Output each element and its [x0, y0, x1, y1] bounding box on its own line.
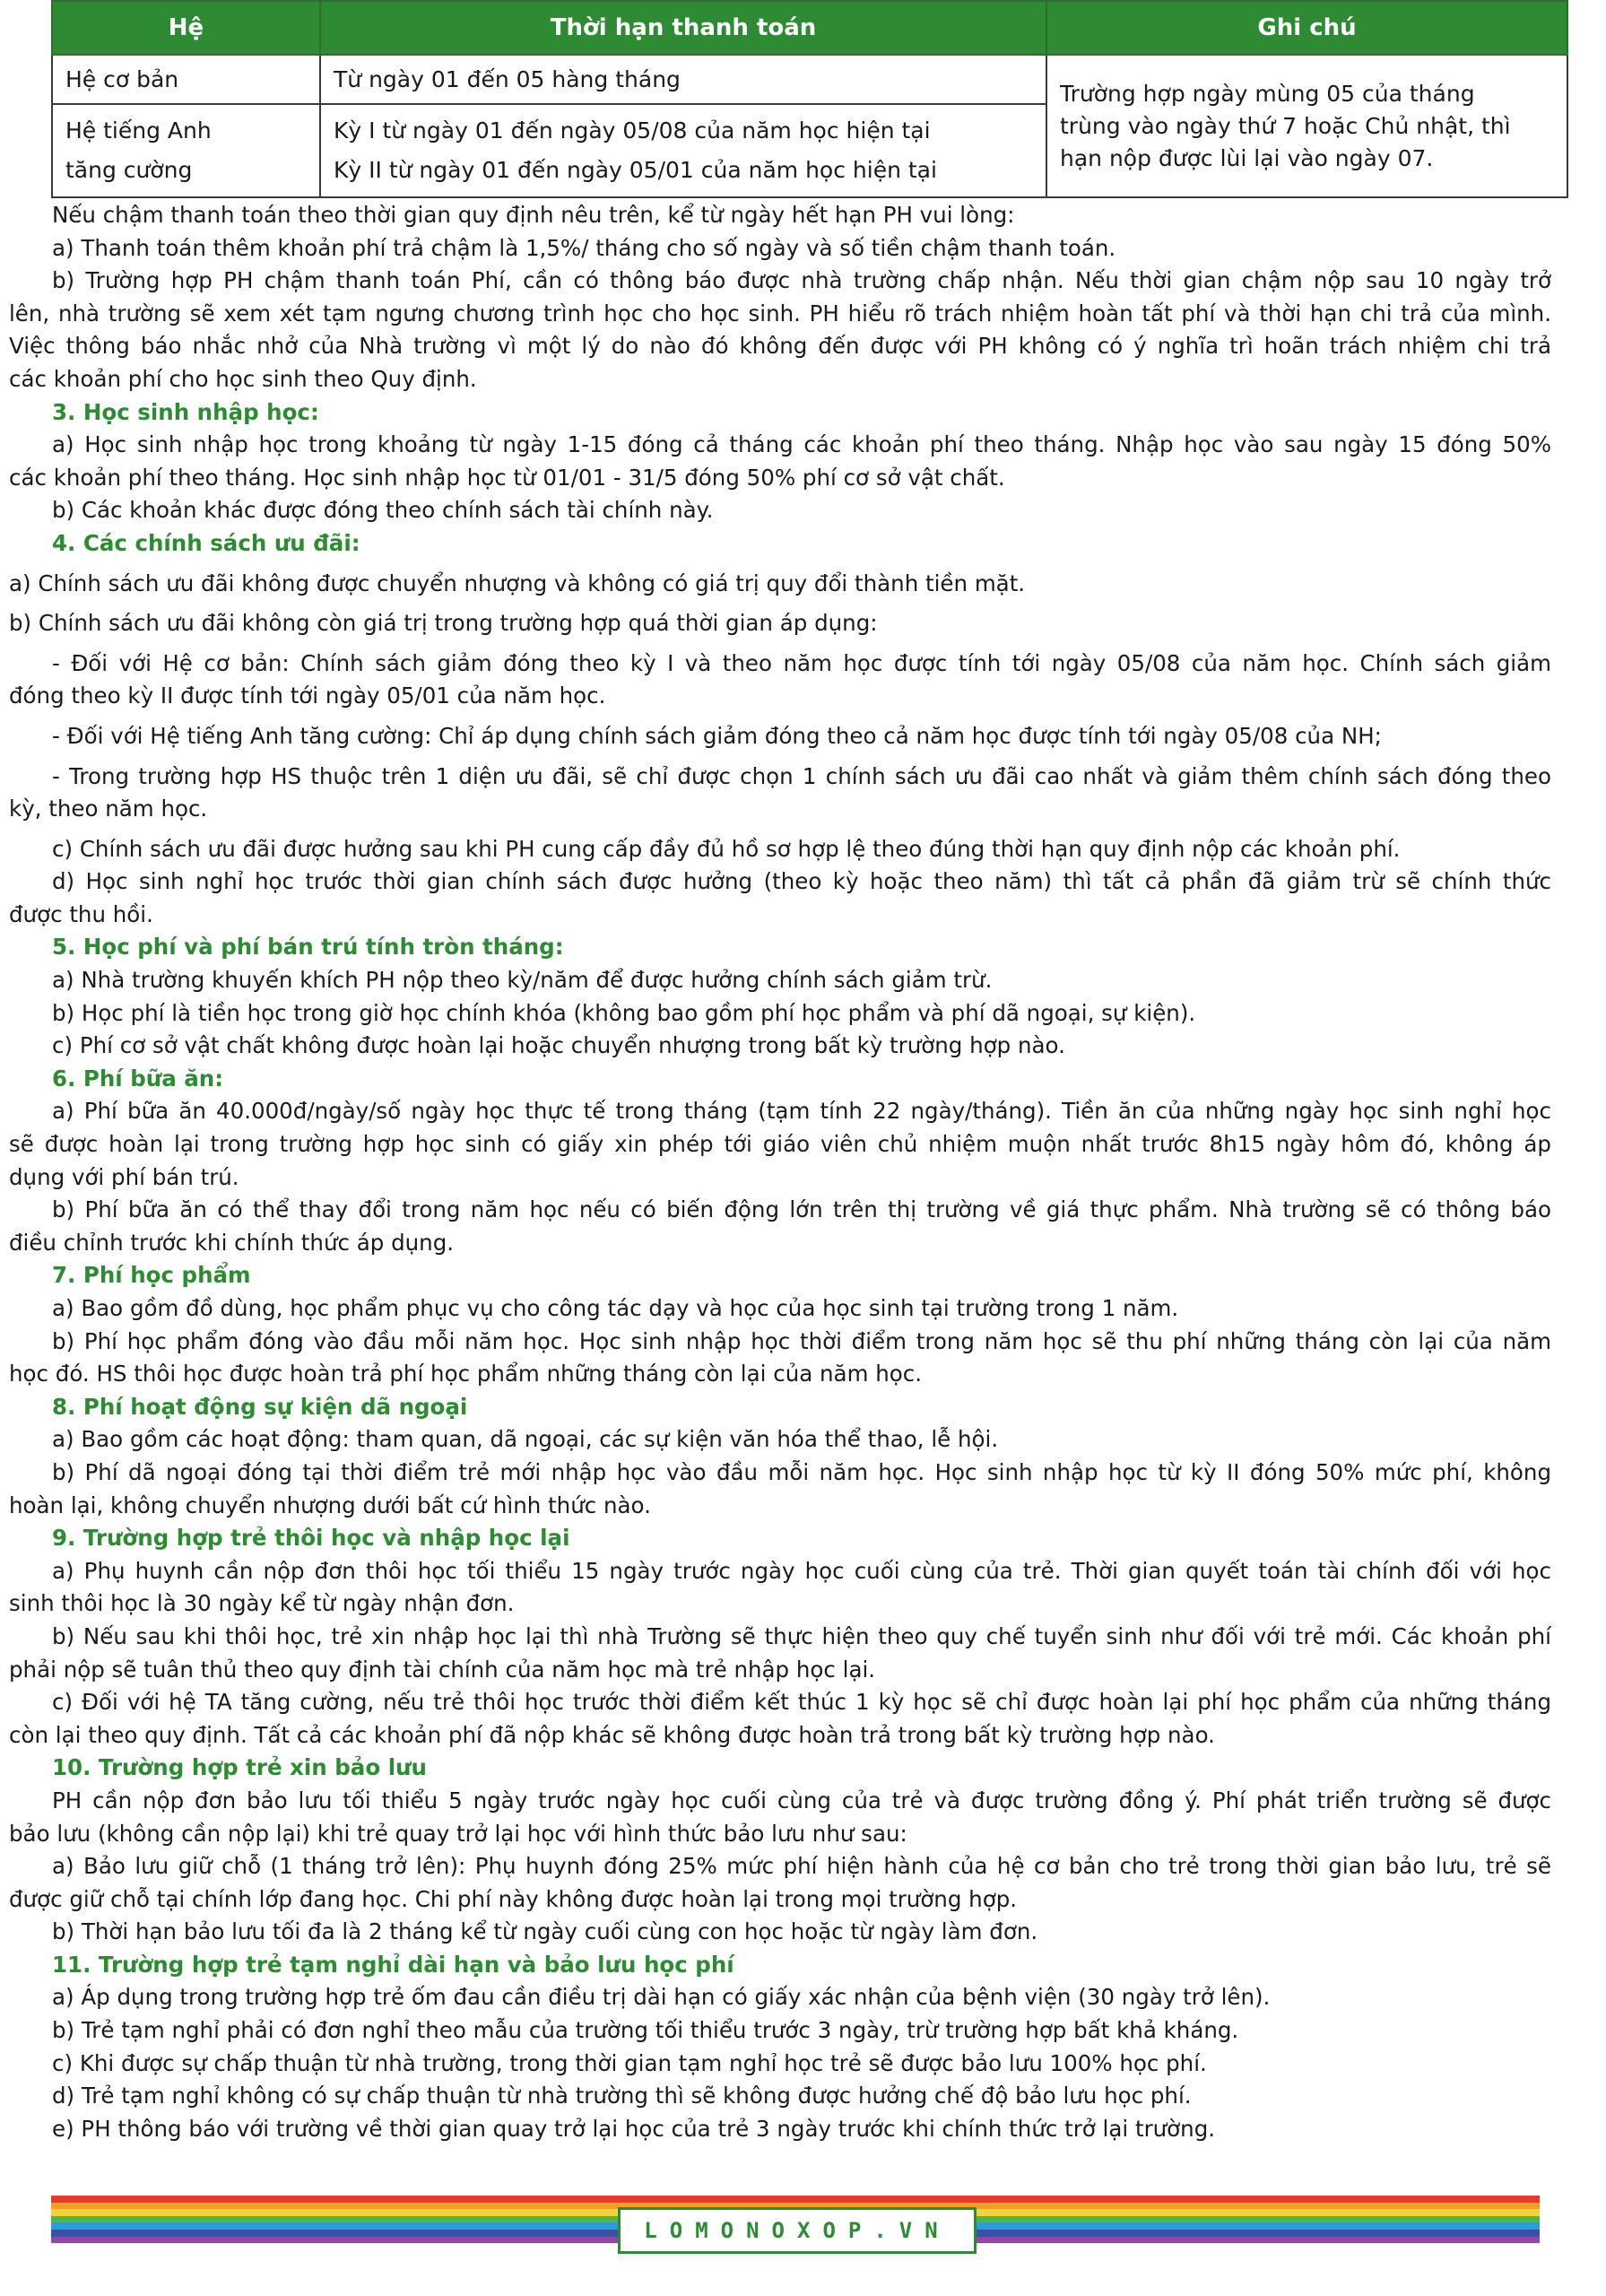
paragraph-line: b) Học phí là tiền học trong giờ học chính khóa (không bao gồm phí học phẩm và phí dã ngoại, sự kiện). — [52, 999, 1196, 1026]
table-note-cell — [1046, 55, 1567, 197]
paragraph-line: b) Thời hạn bảo lưu tối đa là 2 tháng kể từ ngày cuối cùng con học hoặc từ ngày làm đơn. — [52, 1918, 1038, 1945]
paragraph-line: - Đối với Hệ cơ bản: Chính sách giảm đóng theo kỳ I và theo năm học được tính tới ngày 05/08 của năm học. Chính sách giảm — [52, 649, 1551, 676]
paragraph-line: dụng với phí bán trú. — [9, 1163, 239, 1190]
section-heading: 10. Trường hợp trẻ xin bảo lưu — [52, 1754, 427, 1781]
paragraph-line: PH cần nộp đơn bảo lưu tối thiểu 5 ngày trước ngày học cuối cùng của trẻ và được trường đồng ý. Phí phát triển trường sẽ được — [52, 1787, 1551, 1813]
paragraph-line: c) Phí cơ sở vật chất không được hoàn lại hoặc chuyển nhượng trong bất kỳ trường hợp nào. — [52, 1032, 1065, 1059]
paragraph-line: a) Bảo lưu giữ chỗ (1 tháng trở lên): Phụ huynh đóng 25% mức phí hiện hành của hệ cơ bản cho trẻ trong thời gian bảo lưu, trẻ sẽ — [52, 1853, 1551, 1880]
table-header-cell: Hệ — [52, 1, 320, 55]
section-heading: 7. Phí học phẩm — [52, 1262, 251, 1289]
table-header-cell: Thời hạn thanh toán — [320, 1, 1046, 55]
paragraph-line: học đó. HS thôi học được hoàn trả phí học phẩm những tháng còn lại của năm học. — [9, 1361, 922, 1387]
footer-banner — [51, 2196, 1540, 2264]
paragraph-line: được thu hồi. — [9, 900, 153, 927]
paragraph-line: b) Chính sách ưu đãi không còn giá trị trong trường hợp quá thời gian áp dụng: — [9, 610, 878, 637]
cell-line: tăng cường — [65, 157, 193, 183]
paragraph-line: c) Đối với hệ TA tăng cường, nếu trẻ thôi học trước thời điểm kết thúc 1 kỳ học sẽ chỉ được hoàn lại phí học phẩm của những tháng — [52, 1689, 1551, 1716]
section-heading: 8. Phí hoạt động sự kiện dã ngoại — [52, 1393, 468, 1420]
paragraph-line: b) Trường hợp PH chậm thanh toán Phí, cần có thông báo được nhà trường chấp nhận. Nếu thời gian chậm nộp sau 10 ngày trở — [52, 267, 1551, 294]
paragraph-line: Việc thông báo nhắc nhở của Nhà trường vì một lý do nào đó không đến được với PH không có ý nghĩa trì hoãn trách nhiệm chi trả — [9, 333, 1551, 360]
paragraph-line: d) Trẻ tạm nghỉ không có sự chấp thuận từ nhà trường thì sẽ không được hưởng chế độ bảo lưu học phí. — [52, 2083, 1192, 2109]
paragraph-line: d) Học sinh nghỉ học trước thời gian chính sách được hưởng (theo kỳ hoặc theo năm) thì tất cả phần đã giảm trừ sẽ chính thức — [52, 868, 1551, 895]
section-heading: 6. Phí bữa ăn: — [52, 1065, 224, 1091]
paragraph-line: b) Phí bữa ăn có thể thay đổi trong năm học nếu có biến động lớn trên thị trường về giá thực phẩm. Nhà trường sẽ có thông báo — [52, 1196, 1551, 1223]
table-cell: Từ ngày 01 đến 05 hàng tháng — [320, 55, 1046, 104]
paragraph-line: a) Bao gồm các hoạt động: tham quan, dã ngoại, các sự kiện văn hóa thể thao, lễ hội. — [52, 1426, 999, 1453]
paragraph-line: a) Học sinh nhập học trong khoảng từ ngày 1-15 đóng cả tháng các khoản phí theo tháng. Nhập học vào sau ngày 15 đóng 50% — [52, 431, 1551, 458]
section-heading: 9. Trường hợp trẻ thôi học và nhập học lại — [52, 1525, 570, 1552]
paragraph-line: được giữ chỗ tại chính lớp đang học. Chi phí này không được hoàn lại trong mọi trường hợp. — [9, 1885, 1018, 1912]
paragraph-line: các khoản phí cho học sinh theo Quy định. — [9, 365, 477, 392]
paragraph-line: e) PH thông báo với trường về thời gian quay trở lại học của trẻ 3 ngày trước khi chính thức trở lại trường. — [52, 2115, 1216, 2142]
paragraph-line: a) Chính sách ưu đãi không được chuyển nhượng và không có giá trị quy đổi thành tiền mặt. — [9, 570, 1026, 596]
table-cell — [52, 104, 320, 197]
paragraph-line: b) Các khoản khác được đóng theo chính sách tài chính này. — [52, 497, 714, 524]
paragraph-line: b) Nếu sau khi thôi học, trẻ xin nhập học lại thì nhà Trường sẽ thực hiện theo quy chế tuyển sinh như đối với trẻ mới. Các khoản phí — [52, 1622, 1551, 1649]
logo: LOMONOXOP.VN — [618, 2207, 977, 2254]
section-heading: 5. Học phí và phí bán trú tính tròn tháng: — [52, 934, 564, 961]
paragraph-line: các khoản phí theo tháng. Học sinh nhập học từ 01/01 - 31/5 đóng 50% phí cơ sở vật chất. — [9, 464, 1005, 491]
paragraph-line: Nếu chậm thanh toán theo thời gian quy định nêu trên, kể từ ngày hết hạn PH vui lòng: — [52, 202, 1015, 228]
paragraph-line: đóng theo kỳ II được tính tới ngày 05/01 của năm học. — [9, 683, 606, 709]
paragraph-line: b) Phí dã ngoại đóng tại thời điểm trẻ mới nhập học vào đầu mỗi năm học. Học sinh nhập học từ kỳ II đóng 50% mức phí, không — [52, 1458, 1551, 1485]
table-cell — [320, 104, 1046, 197]
cell-line: Kỳ I từ ngày 01 đến ngày 05/08 của năm học hiện tại — [334, 117, 931, 144]
paragraph-line: a) Phụ huynh cần nộp đơn thôi học tối thiểu 15 ngày trước ngày học cuối cùng của trẻ. Thời gian quyết toán tài chính đối với học — [52, 1557, 1551, 1584]
cell-line: Hệ tiếng Anh — [65, 117, 212, 144]
paragraph-line: a) Thanh toán thêm khoản phí trả chậm là 1,5%/ tháng cho số ngày và số tiền chậm thanh toán. — [52, 234, 1116, 261]
note-line: trùng vào ngày thứ 7 hoặc Chủ nhật, thì — [1060, 112, 1511, 139]
table-header-row — [52, 1, 1567, 55]
paragraph-line: còn lại theo quy định. Tất cả các khoản phí đã nộp khác sẽ không được hoàn trả trong bất kỳ trường hợp nào. — [9, 1721, 1215, 1748]
section-heading: 11. Trường hợp trẻ tạm nghỉ dài hạn và bảo lưu học phí — [52, 1951, 734, 1978]
paragraph-line: lên, nhà trường sẽ xem xét tạm ngưng chương trình học cho học sinh. PH hiểu rõ trách nhiệm hoàn tất phí và thời hạn chi trả của mình. — [9, 300, 1551, 326]
paragraph-line: a) Bao gồm đồ dùng, học phẩm phục vụ cho công tác dạy và học của học sinh tại trường trong 1 năm. — [52, 1295, 1179, 1321]
paragraph-line: a) Nhà trường khuyến khích PH nộp theo kỳ/năm để được hưởng chính sách giảm trừ. — [52, 967, 993, 994]
note-line: hạn nộp được lùi lại vào ngày 07. — [1060, 144, 1434, 171]
section-heading: 3. Học sinh nhập học: — [52, 398, 319, 425]
paragraph-line: b) Phí học phẩm đóng vào đầu mỗi năm học. Học sinh nhập học thời điểm trong năm học sẽ thu phí những tháng còn lại của năm — [52, 1327, 1551, 1354]
policy-text — [9, 199, 1551, 2145]
paragraph-line: c) Chính sách ưu đãi được hưởng sau khi PH cung cấp đầy đủ hồ sơ hợp lệ theo đúng thời hạn quy định nộp các khoản phí. — [52, 835, 1401, 862]
paragraph-line: a) Áp dụng trong trường hợp trẻ ốm đau cần điều trị dài hạn có giấy xác nhận của bệnh viện (30 ngày trở lên). — [52, 1984, 1271, 2011]
note-line: Trường hợp ngày mùng 05 của tháng — [1060, 80, 1475, 107]
section-heading: 4. Các chính sách ưu đãi: — [52, 529, 360, 556]
table-header-cell: Ghi chú — [1046, 1, 1567, 55]
paragraph-line: bảo lưu (không cần nộp lại) khi trẻ quay trở lại học với hình thức bảo lưu như sau: — [9, 1820, 907, 1847]
paragraph-line: sẽ được hoàn lại trong trường hợp học sinh có giấy xin phép tới giáo viên chủ nhiệm muộn nhất trước 8h15 ngày hôm đó, không áp — [9, 1131, 1551, 1158]
table-row — [52, 55, 1567, 104]
paragraph-line: kỳ, theo năm học. — [9, 796, 208, 822]
paragraph-line: a) Phí bữa ăn 40.000đ/ngày/số ngày học thực tế trong tháng (tạm tính 22 ngày/tháng). Tiền ăn của những ngày học sinh nghỉ học — [52, 1098, 1551, 1125]
cell-line: Kỳ II từ ngày 01 đến ngày 05/01 của năm học hiện tại — [334, 157, 937, 183]
paragraph-line: phải nộp sẽ tuân thủ theo quy định tài chính của năm học mà trẻ nhập học lại. — [9, 1656, 876, 1683]
payment-deadline-table — [51, 0, 1568, 198]
rainbow-stripe — [51, 2196, 1540, 2203]
paragraph-line: điều chỉnh trước khi chính thức áp dụng. — [9, 1229, 455, 1256]
paragraph-line: sinh thôi học là 30 ngày kể từ ngày nhận đơn. — [9, 1590, 515, 1617]
paragraph-line: b) Trẻ tạm nghỉ phải có đơn nghỉ theo mẫu của trường tối thiểu trước 3 ngày, trừ trường hợp bất khả kháng. — [52, 2017, 1239, 2044]
paragraph-line: hoàn lại, không chuyển nhượng dưới bất cứ hình thức nào. — [9, 1492, 651, 1518]
paragraph-line: - Đối với Hệ tiếng Anh tăng cường: Chỉ áp dụng chính sách giảm đóng theo cả năm học được tính tới ngày 05/08 của NH; — [52, 722, 1382, 749]
paragraph-line: c) Khi được sự chấp thuận từ nhà trường, trong thời gian tạm nghỉ học trẻ sẽ được bảo lưu 100% học phí. — [52, 2049, 1207, 2076]
table-cell: Hệ cơ bản — [52, 55, 320, 104]
paragraph-line: - Trong trường hợp HS thuộc trên 1 diện ưu đãi, sẽ chỉ được chọn 1 chính sách ưu đãi cao nhất và giảm thêm chính sách đóng theo — [52, 762, 1551, 789]
